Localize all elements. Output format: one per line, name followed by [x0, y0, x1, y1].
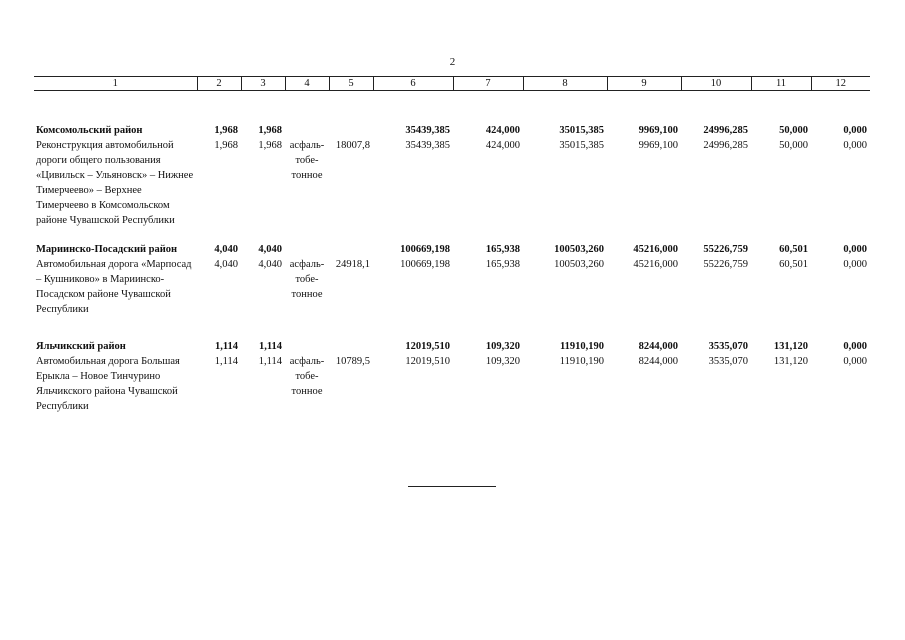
table-cell: 165,938: [485, 244, 520, 255]
table-cell: 8244,000: [638, 356, 678, 367]
table-cell: [329, 123, 373, 138]
footer-divider: [408, 486, 496, 487]
road-name: Автомобильная дорога Большая Ерыкла – Новое Тинчурино Яльчикского района Чувашской Республики: [36, 356, 180, 412]
table-cell: [285, 123, 329, 138]
table-cell: 4,040: [214, 259, 238, 270]
district-row: [34, 339, 870, 354]
table-cell: 50,000: [779, 125, 808, 136]
table-cell: 3535,070: [708, 356, 748, 367]
column-header: 5: [329, 77, 373, 91]
table-cell: 1,114: [258, 341, 282, 352]
table-cell: 0,000: [843, 244, 867, 255]
column-header: 10: [681, 77, 751, 91]
table-cell: [329, 242, 373, 257]
table-cell: 35439,385: [405, 140, 450, 151]
table-cell: 55226,759: [703, 244, 748, 255]
table-cell: 100669,198: [400, 259, 450, 270]
table-cell: 55226,759: [703, 259, 748, 270]
table-cell: 24918,1: [335, 259, 370, 270]
table-cell: 0,000: [843, 356, 867, 367]
table-cell: 0,000: [843, 125, 867, 136]
road-row: [34, 354, 870, 414]
table-cell: 35439,385: [405, 125, 450, 136]
table-cell: 165,938: [485, 259, 520, 270]
district-row: [34, 123, 870, 138]
table-cell: [285, 242, 329, 257]
table-cell: 9969,100: [638, 140, 678, 151]
table-cell: 24996,285: [703, 140, 748, 151]
road-row: [34, 257, 870, 317]
table-cell: 11910,190: [559, 356, 604, 367]
road-financing-table: [34, 76, 870, 414]
column-header: 2: [197, 77, 241, 91]
road-name: Автомобильная дорога «Марпосад – Кушниково» в Мариинско-Посадском районе Чувашской Республики: [36, 259, 192, 315]
table-cell: 50,000: [779, 140, 808, 151]
table-cell: 424,000: [485, 125, 520, 136]
table-cell: 0,000: [843, 341, 867, 352]
table-cell: 1,968: [258, 140, 282, 151]
table-cell: 35015,385: [559, 125, 604, 136]
table-cell: 24996,285: [703, 125, 748, 136]
table-cell: 12019,510: [405, 356, 450, 367]
column-header: 4: [285, 77, 329, 91]
table-cell: 1,968: [214, 140, 238, 151]
column-header: 1: [34, 77, 197, 91]
table-cell: 11910,190: [559, 341, 604, 352]
table-cell: 12019,510: [405, 341, 450, 352]
column-header: 7: [453, 77, 523, 91]
table-cell: 109,320: [485, 341, 520, 352]
district-row: [34, 242, 870, 257]
table-cell: 100669,198: [400, 244, 450, 255]
column-number-header: [34, 77, 870, 91]
column-header: 12: [811, 77, 870, 91]
table-cell: 109,320: [485, 356, 520, 367]
table-cell: [329, 339, 373, 354]
table-cell: 0,000: [843, 140, 867, 151]
table-cell: 9969,100: [638, 125, 678, 136]
table-cell: 0,000: [843, 259, 867, 270]
table-cell: 8244,000: [638, 341, 678, 352]
table-cell: 4,040: [258, 244, 282, 255]
district-name: Мариинско-Посадский район: [36, 244, 178, 255]
surface-type: асфаль-тобе-тонное: [289, 259, 325, 300]
district-name: Яльчикский район: [36, 341, 126, 352]
road-name: Реконструкция автомобильной дороги общего пользования «Цивильск – Ульяновск» – Нижнее Тимерчеево» – Верхнее Тимерчеево в Комсомольском районе Чувашской Республики: [36, 140, 194, 226]
table-cell: 131,120: [773, 356, 808, 367]
table-cell: 1,114: [214, 341, 238, 352]
column-header: 9: [607, 77, 681, 91]
table-cell: 4,040: [258, 259, 282, 270]
table-cell: 1,114: [258, 356, 282, 367]
column-header: 8: [523, 77, 607, 91]
table-cell: 10789,5: [335, 356, 370, 367]
column-header: 3: [241, 77, 285, 91]
table-cell: 424,000: [485, 140, 520, 151]
road-row: [34, 138, 870, 228]
table-cell: 131,120: [773, 341, 808, 352]
column-header: 6: [373, 77, 453, 91]
table-cell: 18007,8: [335, 140, 370, 151]
surface-type: асфаль-тобе-тонное: [289, 356, 325, 397]
district-name: Комсомольский район: [36, 125, 143, 136]
page-number: 2: [449, 56, 456, 68]
table-cell: 4,040: [214, 244, 238, 255]
surface-type: асфаль-тобе-тонное: [289, 140, 325, 181]
table-cell: [285, 339, 329, 354]
table-cell: 45216,000: [633, 244, 678, 255]
table-cell: 1,968: [258, 125, 282, 136]
table-cell: 3535,070: [708, 341, 748, 352]
table-cell: 60,501: [779, 259, 808, 270]
table-cell: 45216,000: [633, 259, 678, 270]
table-cell: 100503,260: [554, 244, 604, 255]
column-header: 11: [751, 77, 811, 91]
table-cell: 100503,260: [554, 259, 604, 270]
table-cell: 1,968: [214, 125, 238, 136]
table-cell: 1,114: [214, 356, 238, 367]
table-cell: 35015,385: [559, 140, 604, 151]
table-cell: 60,501: [779, 244, 808, 255]
